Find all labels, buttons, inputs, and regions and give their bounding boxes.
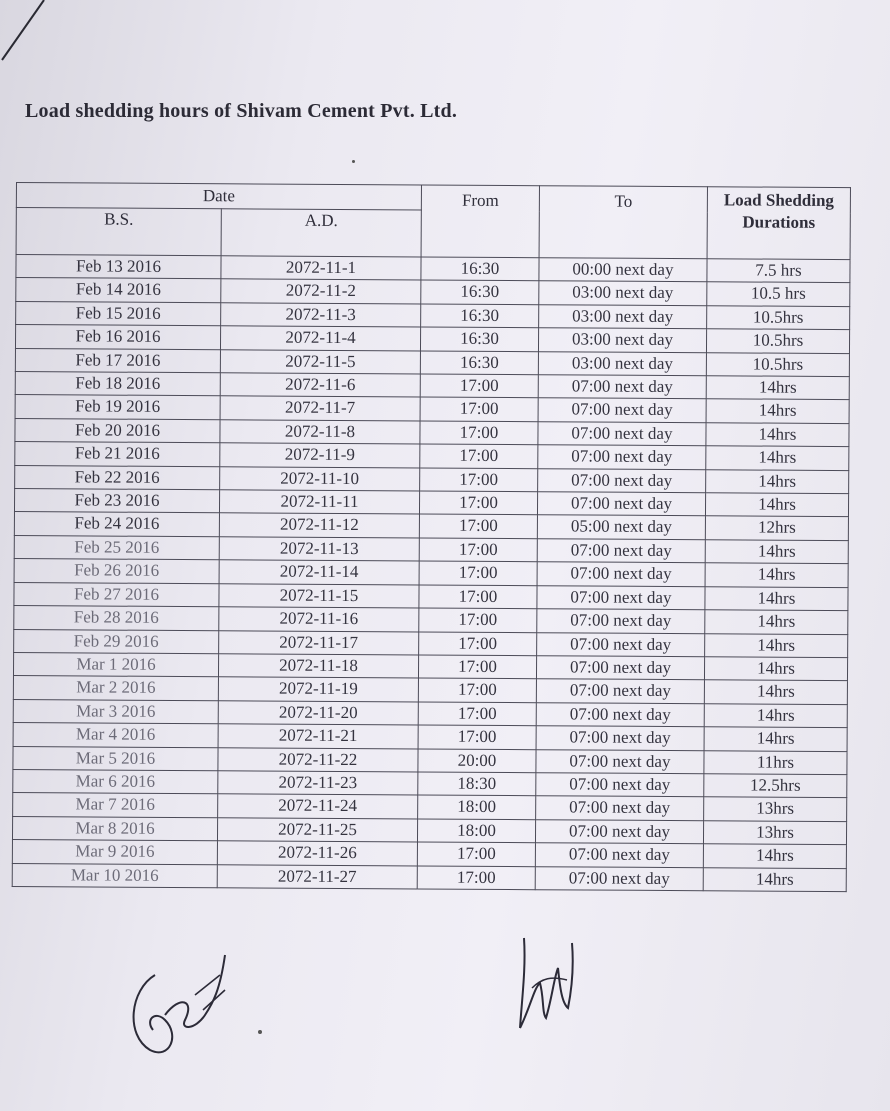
duration-cell: 14hrs: [706, 423, 849, 447]
from-time-cell: 16:30: [420, 351, 538, 375]
bs-date-cell: Feb 23 2016: [14, 489, 219, 514]
duration-cell: 14hrs: [706, 376, 849, 400]
from-time-cell: 17:00: [419, 514, 537, 538]
bs-date-cell: Mar 4 2016: [13, 723, 218, 748]
to-time-cell: 07:00 next day: [535, 866, 703, 890]
ad-date-cell: 2072-11-27: [217, 864, 417, 889]
bs-date-cell: Mar 3 2016: [13, 699, 218, 724]
to-time-cell: 07:00 next day: [538, 468, 706, 492]
duration-cell: 11hrs: [704, 750, 847, 774]
ad-date-cell: 2072-11-24: [218, 794, 418, 819]
to-time-cell: 07:00 next day: [536, 679, 704, 703]
from-time-cell: 16:30: [421, 304, 539, 328]
from-time-cell: 17:00: [418, 655, 536, 679]
from-time-cell: 16:30: [420, 327, 538, 351]
to-time-cell: 07:00 next day: [536, 726, 704, 750]
duration-cell: 14hrs: [705, 633, 848, 657]
from-time-cell: 17:00: [420, 444, 538, 468]
ad-date-cell: 2072-11-8: [220, 420, 420, 445]
ad-date-cell: 2072-11-19: [218, 677, 418, 702]
to-time-cell: 07:00 next day: [536, 702, 704, 726]
ink-dot: [352, 160, 355, 163]
bs-date-cell: Mar 1 2016: [13, 652, 218, 677]
from-time-cell: 16:30: [421, 280, 539, 304]
ad-date-cell: 2072-11-17: [219, 630, 419, 655]
bs-date-cell: Feb 13 2016: [16, 255, 221, 280]
duration-cell: 14hrs: [705, 610, 848, 634]
to-time-cell: 07:00 next day: [537, 632, 705, 656]
signature-icon: [125, 935, 245, 1065]
from-time-cell: 17:00: [420, 374, 538, 398]
to-time-cell: 07:00 next day: [535, 819, 703, 843]
ad-date-cell: 2072-11-13: [219, 537, 419, 562]
ad-date-cell: 2072-11-26: [217, 841, 417, 866]
bs-date-cell: Feb 24 2016: [14, 512, 219, 537]
ad-date-cell: 2072-11-22: [218, 747, 418, 772]
duration-cell: 14hrs: [704, 727, 847, 751]
duration-cell: 10.5hrs: [706, 352, 849, 376]
duration-cell: 10.5 hrs: [707, 282, 850, 306]
from-time-cell: 17:00: [420, 421, 538, 445]
to-time-cell: 05:00 next day: [537, 515, 705, 539]
to-time-cell: 03:00 next day: [539, 281, 707, 305]
load-shedding-table-container: [12, 182, 850, 892]
from-time-cell: 17:00: [418, 702, 536, 726]
duration-cell: 14hrs: [705, 493, 848, 517]
from-time-cell: 16:30: [421, 257, 539, 281]
ad-header: A.D.: [221, 209, 421, 257]
duration-cell: 14hrs: [705, 586, 848, 610]
ad-date-cell: 2072-11-23: [218, 771, 418, 796]
duration-header: [707, 187, 850, 260]
to-time-cell: 07:00 next day: [538, 375, 706, 399]
bs-date-cell: Mar 5 2016: [13, 746, 218, 771]
pen-stroke-icon: [0, 0, 60, 70]
ad-date-cell: 2072-11-12: [219, 513, 419, 538]
bs-date-cell: Feb 22 2016: [15, 465, 220, 490]
bs-date-cell: Mar 7 2016: [13, 793, 218, 818]
to-time-cell: 07:00 next day: [538, 445, 706, 469]
table-row: [12, 863, 846, 892]
from-time-cell: 17:00: [420, 468, 538, 492]
to-time-cell: 07:00 next day: [536, 656, 704, 680]
bs-date-cell: Feb 25 2016: [14, 535, 219, 560]
duration-cell: 14hrs: [705, 563, 848, 587]
to-time-cell: 07:00 next day: [538, 398, 706, 422]
duration-cell: 13hrs: [704, 797, 847, 821]
ad-date-cell: 2072-11-25: [217, 817, 417, 842]
ad-date-cell: 2072-11-15: [219, 583, 419, 608]
bs-date-cell: Feb 14 2016: [16, 278, 221, 303]
from-time-cell: 17:00: [417, 842, 535, 866]
from-time-cell: 17:00: [419, 585, 537, 609]
from-time-cell: 17:00: [419, 538, 537, 562]
to-time-cell: 07:00 next day: [537, 609, 705, 633]
from-time-cell: 17:00: [419, 561, 537, 585]
duration-cell: 14hrs: [704, 680, 847, 704]
document-title: Load shedding hours of Shivam Cement Pvt. Ltd.: [25, 100, 458, 122]
ad-date-cell: 2072-11-10: [220, 466, 420, 491]
bs-date-cell: Feb 27 2016: [14, 582, 219, 607]
from-time-cell: 17:00: [418, 725, 536, 749]
bs-date-cell: Mar 9 2016: [12, 840, 217, 865]
bs-date-cell: Feb 18 2016: [15, 372, 220, 397]
ad-date-cell: 2072-11-21: [218, 724, 418, 749]
table-body: [12, 255, 850, 892]
to-time-cell: 03:00 next day: [538, 328, 706, 352]
ad-date-cell: 2072-11-6: [220, 373, 420, 398]
from-time-cell: 17:00: [418, 678, 536, 702]
to-header: To: [539, 186, 707, 259]
duration-cell: 13hrs: [703, 820, 846, 844]
signature-icon: [512, 928, 592, 1038]
bs-date-cell: Feb 16 2016: [15, 325, 220, 350]
duration-cell: 14hrs: [704, 703, 847, 727]
date-header: Date: [16, 183, 421, 210]
load-shedding-table: [12, 182, 851, 892]
duration-cell: 14hrs: [703, 867, 846, 891]
duration-cell: 12hrs: [705, 516, 848, 540]
ad-date-cell: 2072-11-7: [220, 396, 420, 421]
from-time-cell: 17:00: [419, 491, 537, 515]
duration-cell: 7.5 hrs: [707, 259, 850, 283]
ad-date-cell: 2072-11-1: [221, 256, 421, 281]
duration-cell: 10.5hrs: [706, 329, 849, 353]
ink-dot: [258, 1030, 262, 1034]
ad-date-cell: 2072-11-18: [218, 654, 418, 679]
bs-date-cell: Mar 10 2016: [12, 863, 217, 888]
duration-header-text: Load Shedding Durations: [723, 190, 835, 232]
to-time-cell: 07:00 next day: [538, 422, 706, 446]
bs-date-cell: Feb 28 2016: [14, 606, 219, 631]
ad-date-cell: 2072-11-2: [221, 279, 421, 304]
bs-date-cell: Mar 2 2016: [13, 676, 218, 701]
from-time-cell: 18:30: [418, 772, 536, 796]
to-time-cell: 03:00 next day: [538, 351, 706, 375]
bs-date-cell: Feb 19 2016: [15, 395, 220, 420]
to-time-cell: 07:00 next day: [537, 585, 705, 609]
duration-cell: 14hrs: [706, 469, 849, 493]
ad-date-cell: 2072-11-16: [219, 607, 419, 632]
from-time-cell: 17:00: [417, 866, 535, 890]
bs-date-cell: Feb 29 2016: [14, 629, 219, 654]
from-header: From: [421, 185, 539, 258]
from-time-cell: 17:00: [419, 631, 537, 655]
bs-date-cell: Feb 17 2016: [15, 348, 220, 373]
ad-date-cell: 2072-11-14: [219, 560, 419, 585]
bs-date-cell: Feb 15 2016: [16, 301, 221, 326]
bs-date-cell: Feb 20 2016: [15, 418, 220, 443]
duration-cell: 14hrs: [704, 657, 847, 681]
duration-cell: 10.5hrs: [707, 306, 850, 330]
duration-cell: 14hrs: [706, 446, 849, 470]
to-time-cell: 07:00 next day: [535, 843, 703, 867]
bs-date-cell: Feb 26 2016: [14, 559, 219, 584]
bs-header: B.S.: [16, 208, 221, 256]
to-time-cell: 07:00 next day: [536, 773, 704, 797]
ad-date-cell: 2072-11-20: [218, 700, 418, 725]
to-time-cell: 07:00 next day: [536, 796, 704, 820]
to-time-cell: 00:00 next day: [539, 258, 707, 282]
to-time-cell: 07:00 next day: [536, 749, 704, 773]
bs-date-cell: Mar 8 2016: [12, 816, 217, 841]
bs-date-cell: Feb 21 2016: [15, 442, 220, 467]
from-time-cell: 17:00: [419, 608, 537, 632]
ad-date-cell: 2072-11-11: [219, 490, 419, 515]
to-time-cell: 03:00 next day: [539, 305, 707, 329]
ad-date-cell: 2072-11-4: [220, 326, 420, 351]
from-time-cell: 18:00: [418, 795, 536, 819]
ad-date-cell: 2072-11-3: [221, 303, 421, 328]
duration-cell: 14hrs: [706, 399, 849, 423]
from-time-cell: 18:00: [417, 819, 535, 843]
to-time-cell: 07:00 next day: [537, 539, 705, 563]
ad-date-cell: 2072-11-5: [220, 349, 420, 374]
to-time-cell: 07:00 next day: [537, 562, 705, 586]
ad-date-cell: 2072-11-9: [220, 443, 420, 468]
from-time-cell: 20:00: [418, 748, 536, 772]
to-time-cell: 07:00 next day: [537, 492, 705, 516]
duration-cell: 14hrs: [705, 540, 848, 564]
bs-date-cell: Mar 6 2016: [13, 769, 218, 794]
from-time-cell: 17:00: [420, 397, 538, 421]
duration-cell: 14hrs: [703, 844, 846, 868]
duration-cell: 12.5hrs: [704, 774, 847, 798]
